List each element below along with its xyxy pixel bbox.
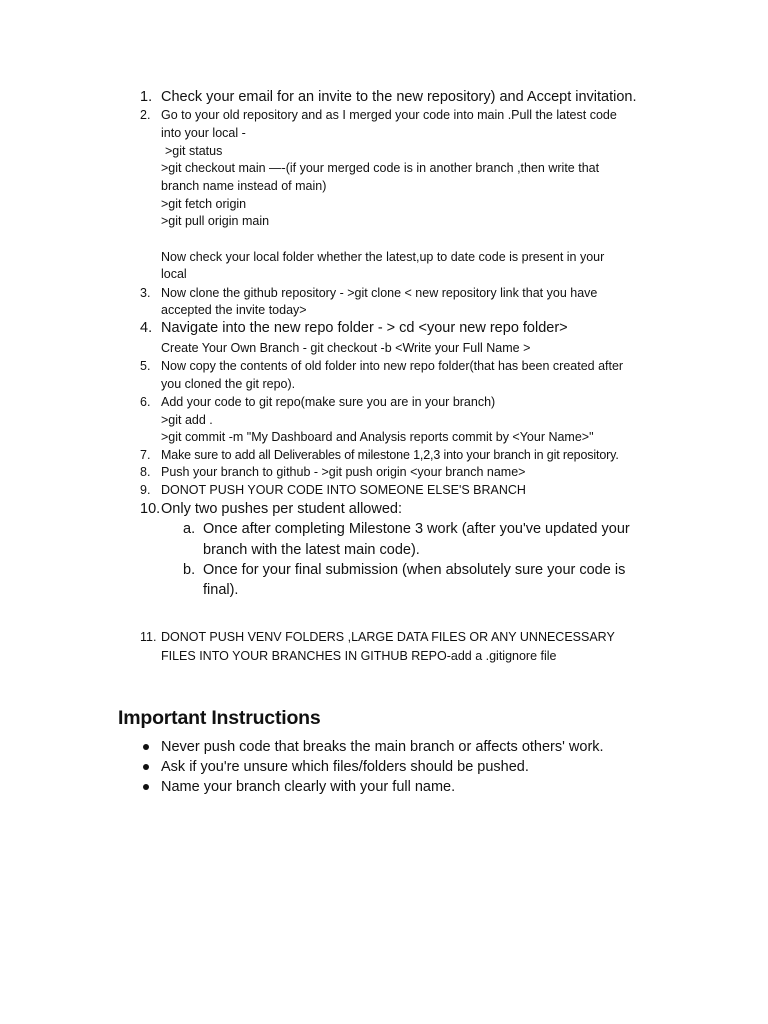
item-text: into your local -: [161, 126, 246, 140]
item-text: FILES INTO YOUR BRANCHES IN GITHUB REPO-add a .gitignore file: [161, 649, 557, 663]
item-text: Now check your local folder whether the latest,up to date code is present in your: [161, 250, 605, 264]
item-text: Add your code to git repo(make sure you are in your branch): [161, 395, 496, 409]
subitem-letter: b.: [183, 562, 196, 578]
code-line: >git add .: [161, 413, 213, 427]
item-text: Now clone the github repository - >git clone < new repository link that you have: [161, 286, 598, 300]
item-number: 9.: [140, 483, 151, 497]
item-text: Check your email for an invite to the new repository) and Accept invitation.: [161, 89, 637, 105]
bullet-dot-icon: [143, 764, 149, 770]
item-text: Navigate into the new repo folder - > cd <your new repo folder>: [161, 320, 568, 336]
item-text: DONOT PUSH VENV FOLDERS ,LARGE DATA FILES OR ANY UNNECESSARY: [161, 630, 615, 644]
item-number: 11.: [140, 630, 157, 644]
subitem-text: final).: [203, 582, 239, 598]
code-line: >git checkout main —-(if your merged code is in another branch ,then write that: [161, 161, 600, 175]
section-heading: Important Instructions: [118, 707, 321, 729]
item-text: you cloned the git repo).: [161, 377, 296, 391]
item-number: 5.: [140, 359, 151, 373]
item-number: 8.: [140, 465, 151, 479]
item-text: accepted the invite today>: [161, 303, 307, 317]
code-line: >git status: [165, 144, 223, 158]
item-text: Only two pushes per student allowed:: [161, 501, 402, 517]
subitem-text: branch with the latest main code).: [203, 542, 420, 558]
item-text: Push your branch to github - >git push origin <your branch name>: [161, 465, 526, 479]
item-text: Now copy the contents of old folder into new repo folder(that has been created after: [161, 359, 624, 373]
bullet-text: Never push code that breaks the main branch or affects others' work.: [161, 739, 604, 755]
subitem-text: Once for your final submission (when absolutely sure your code is: [203, 562, 626, 578]
item-number: 6.: [140, 395, 151, 409]
item-text: branch name instead of main): [161, 179, 327, 193]
bullet-dot-icon: [143, 784, 149, 790]
item-text: Make sure to add all Deliverables of milestone 1,2,3 into your branch in git repository.: [161, 448, 619, 462]
item-text: Create Your Own Branch - git checkout -b <Write your Full Name >: [161, 341, 531, 355]
bullet-text: Ask if you're unsure which files/folders should be pushed.: [161, 759, 529, 775]
item-number: 1.: [140, 89, 153, 105]
code-line: >git commit -m "My Dashboard and Analysis reports commit by <Your Name>": [161, 430, 594, 444]
item-number: 2.: [140, 108, 151, 122]
item-number: 10.: [140, 501, 161, 517]
code-line: >git fetch origin: [161, 197, 247, 211]
item-text: DONOT PUSH YOUR CODE INTO SOMEONE ELSE'S BRANCH: [161, 483, 526, 497]
subitem-text: Once after completing Milestone 3 work (after you've updated your: [203, 521, 630, 537]
item-number: 4.: [140, 320, 153, 336]
item-text: local: [161, 267, 187, 281]
bullet-dot-icon: [143, 744, 149, 750]
subitem-letter: a.: [183, 521, 196, 537]
item-text: Go to your old repository and as I merged your code into main .Pull the latest code: [161, 108, 617, 122]
item-number: 3.: [140, 286, 151, 300]
item-number: 7.: [140, 448, 151, 462]
code-line: >git pull origin main: [161, 214, 270, 228]
bullet-text: Name your branch clearly with your full name.: [161, 779, 456, 795]
